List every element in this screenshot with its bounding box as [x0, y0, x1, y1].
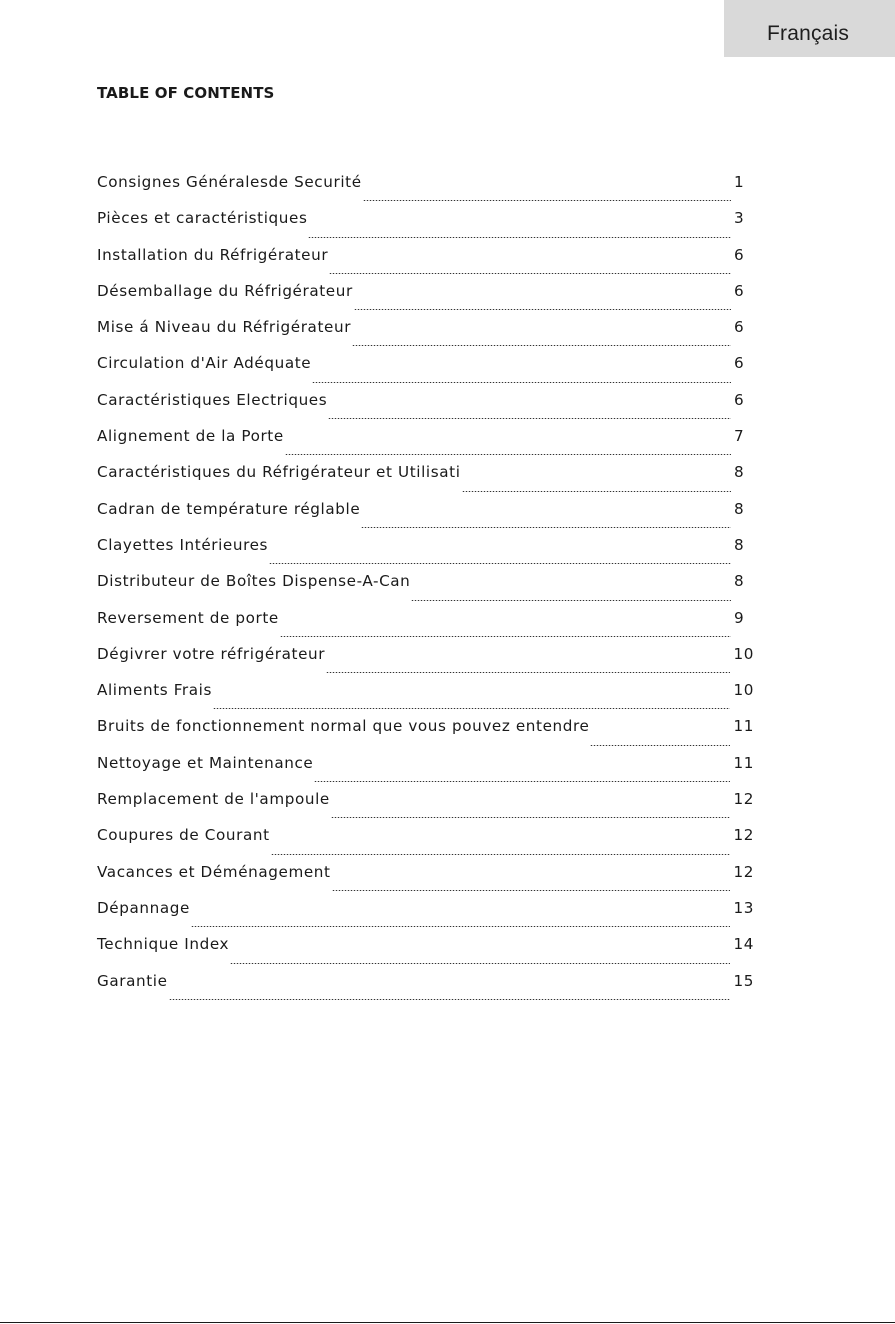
page-title: TABLE OF CONTENTS	[97, 84, 275, 102]
dot-leader	[213, 708, 730, 709]
toc-entry	[97, 461, 754, 497]
toc-entry-title: Aliments Frais	[97, 681, 213, 700]
dot-leader	[328, 418, 731, 419]
toc-entry-title: Pièces et caractéristiques	[97, 209, 308, 228]
toc-entry-title: Remplacement de l'ampoule	[97, 790, 330, 809]
dot-leader	[329, 273, 731, 274]
dot-leader	[326, 672, 730, 673]
toc-entry-page: 1	[734, 173, 745, 191]
toc-entry-title: Nettoyage et Maintenance	[97, 753, 314, 772]
toc-entry-title: Distributeur de Boîtes Dispense-A-Can	[97, 572, 411, 591]
toc-entry-page: 12	[733, 790, 754, 809]
dot-leader	[191, 926, 731, 927]
dot-leader	[354, 309, 731, 310]
toc-entry-page: 7	[734, 427, 745, 446]
toc-entry-title: Dépannage	[97, 898, 190, 917]
toc-entry	[97, 861, 754, 897]
toc-entry-title: Mise á Niveau du Réfrigérateur	[97, 318, 352, 337]
dot-leader	[590, 745, 730, 746]
toc-entry-title: Clayettes Intérieures	[97, 535, 269, 554]
dot-leader	[269, 563, 731, 564]
dot-leader	[314, 781, 730, 782]
dot-leader	[332, 890, 731, 891]
toc-entry	[97, 933, 754, 969]
toc-entry-page: 14	[733, 935, 754, 954]
toc-entry-title: Alignement de la Porte	[97, 427, 284, 446]
toc-entry	[97, 607, 754, 643]
toc-entry-page: 13	[733, 898, 754, 917]
toc-entry-page: 10	[733, 644, 754, 663]
toc-entry-page: 8	[734, 572, 745, 591]
toc-entry	[97, 352, 754, 388]
toc-entry-page: 8	[734, 535, 745, 554]
toc-entry	[97, 244, 754, 280]
toc-entry	[97, 389, 754, 425]
toc-entry-title: Technique Index	[97, 935, 230, 954]
dot-leader	[285, 454, 731, 455]
toc-entry-title: Garantie	[97, 971, 168, 990]
toc-entry	[97, 171, 754, 207]
dot-leader	[411, 600, 731, 601]
dot-leader	[312, 382, 731, 383]
dot-leader	[352, 345, 731, 346]
toc-entry-page: 11	[733, 717, 754, 736]
toc-entry-page: 6	[734, 245, 745, 264]
toc-entry-page: 8	[734, 499, 745, 518]
toc-entry	[97, 897, 754, 933]
toc-entry-title: Circulation d'Air Adéquate	[97, 354, 312, 373]
toc-entry	[97, 316, 754, 352]
toc-entry	[97, 679, 754, 715]
toc-entry-title: Caractéristiques du Réfrigérateur et Utilisati	[97, 463, 461, 482]
toc-entry	[97, 970, 754, 1006]
toc-entry	[97, 534, 754, 570]
bottom-rule	[0, 1322, 895, 1323]
toc-entry-title: Installation du Réfrigérateur	[97, 245, 329, 264]
dot-leader	[280, 636, 731, 637]
toc-entry-page: 9	[734, 608, 745, 627]
toc-entry	[97, 425, 754, 461]
table-of-contents	[97, 171, 754, 1006]
toc-entry-page: 6	[734, 318, 745, 337]
toc-entry-title: Consignes Généralesde Securité	[97, 173, 362, 191]
toc-entry-title: Vacances et Déménagement	[97, 862, 331, 881]
toc-entry-page: 3	[734, 209, 745, 228]
toc-entry	[97, 570, 754, 606]
toc-entry-title: Reversement de porte	[97, 608, 279, 627]
toc-entry	[97, 207, 754, 243]
dot-leader	[271, 854, 731, 855]
dot-leader	[230, 963, 730, 964]
toc-entry	[97, 788, 754, 824]
toc-entry-title: Désemballage du Réfrigérateur	[97, 281, 353, 300]
toc-entry	[97, 280, 754, 316]
toc-entry-page: 10	[733, 681, 754, 700]
dot-leader	[462, 491, 731, 492]
toc-entry-title: Cadran de température réglable	[97, 499, 361, 518]
toc-entry	[97, 643, 754, 679]
toc-entry-title: Coupures de Courant	[97, 826, 270, 845]
dot-leader	[169, 999, 731, 1000]
toc-entry-page: 11	[733, 753, 754, 772]
toc-entry-page: 12	[733, 826, 754, 845]
language-tab	[724, 0, 895, 57]
toc-entry-page: 6	[734, 390, 745, 409]
toc-entry-title: Dégivrer votre réfrigérateur	[97, 644, 326, 663]
language-label: Français	[767, 22, 850, 45]
toc-entry-page: 15	[733, 971, 754, 990]
toc-entry-page: 12	[733, 862, 754, 881]
dot-leader	[331, 817, 731, 818]
toc-entry	[97, 715, 754, 751]
dot-leader	[363, 200, 731, 201]
toc-entry-title: Caractéristiques Electriques	[97, 390, 328, 409]
toc-entry	[97, 824, 754, 860]
toc-entry-title: Bruits de fonctionnement normal que vous pouvez entendre	[97, 717, 590, 736]
toc-entry-page: 6	[734, 281, 745, 300]
dot-leader	[308, 237, 731, 238]
toc-entry-page: 6	[734, 354, 745, 373]
toc-entry	[97, 498, 754, 534]
toc-entry-page: 8	[734, 463, 745, 482]
toc-entry	[97, 752, 754, 788]
dot-leader	[361, 527, 731, 528]
